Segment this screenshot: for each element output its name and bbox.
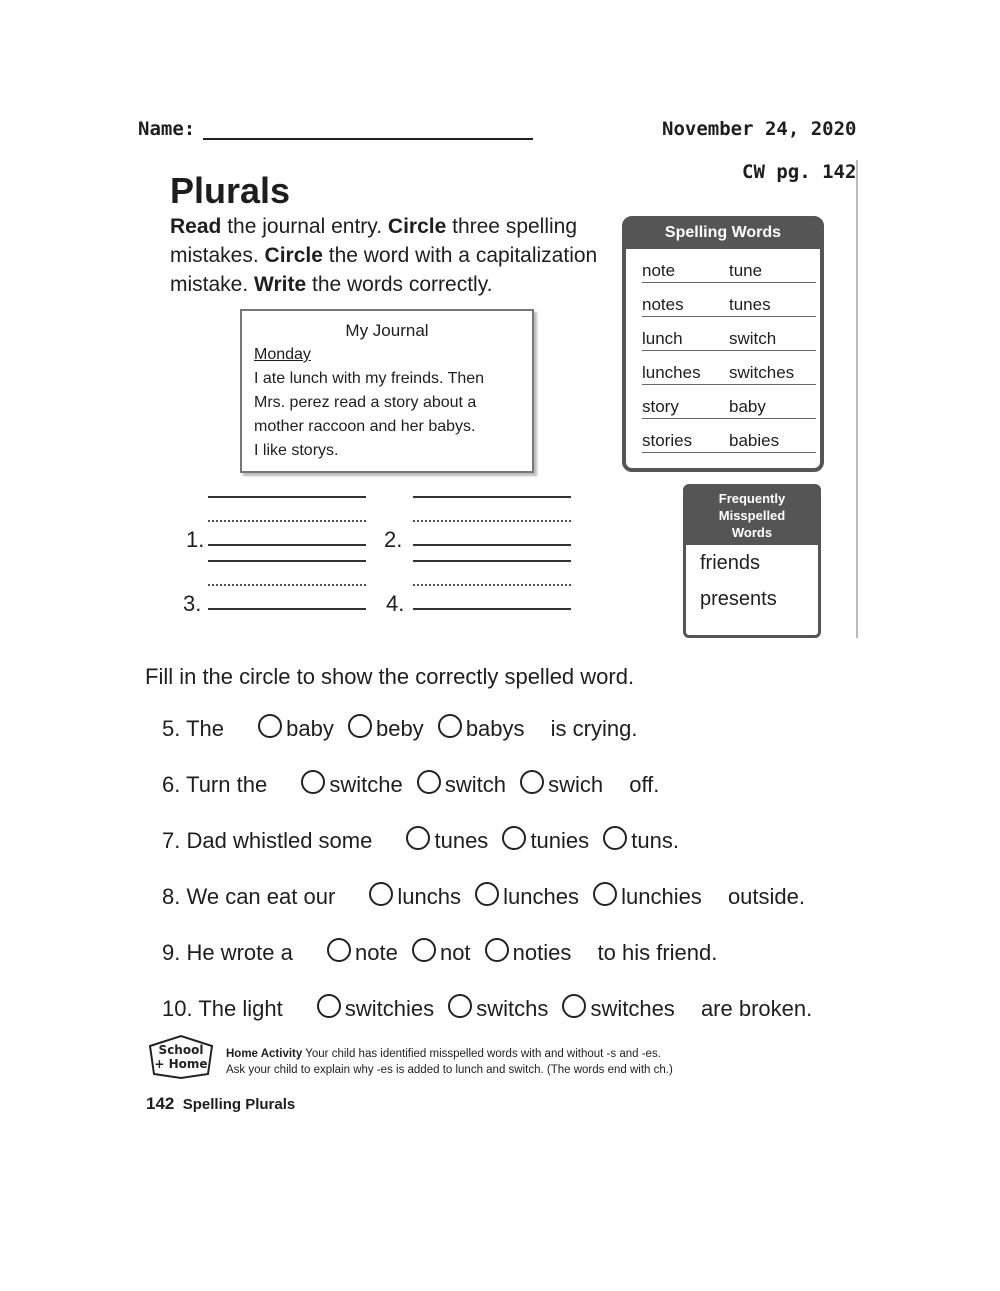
page-footer: [146, 1094, 295, 1114]
spelling-word: baby: [729, 397, 766, 416]
date: November 24, 2020: [662, 118, 857, 140]
answer-option[interactable]: [412, 938, 471, 966]
answer-option[interactable]: [562, 994, 674, 1022]
answer-option[interactable]: [448, 994, 548, 1022]
question-number: 6.: [162, 772, 181, 797]
journal-box: [240, 309, 534, 473]
fm-title-line: Misspelled: [718, 508, 786, 523]
name-field: [138, 118, 533, 140]
journal-line[interactable]: mother raccoon and her babys.: [254, 418, 476, 435]
option-label: swich: [548, 772, 604, 797]
option-label: tuns.: [631, 828, 679, 853]
instr-t4: the words correctly.: [306, 273, 493, 296]
radio-circle-icon[interactable]: [406, 826, 430, 850]
radio-circle-icon[interactable]: [562, 994, 586, 1018]
footer-text: Spelling Plurals: [182, 1096, 296, 1113]
instr-circle-2: Circle: [264, 244, 323, 267]
frequently-misspelled-box: [683, 484, 821, 638]
option-label: baby: [286, 716, 334, 741]
answer-guide-line: [208, 584, 366, 586]
spelling-word: switch: [729, 329, 777, 348]
option-label: switchs: [476, 996, 549, 1021]
answer-option[interactable]: [258, 714, 334, 742]
answer-option[interactable]: [603, 826, 679, 854]
home-activity: [226, 1046, 673, 1078]
journal-line[interactable]: I ate lunch with my freinds. Then: [254, 370, 485, 387]
instructions: [170, 212, 620, 299]
page-title: Plurals: [170, 170, 291, 211]
question-9: [162, 938, 717, 974]
answer-option[interactable]: [438, 714, 525, 742]
option-label: switch: [444, 772, 506, 797]
question-suffix: outside.: [727, 884, 805, 909]
home-activity-label: Home Activity: [226, 1048, 303, 1060]
radio-circle-icon[interactable]: [448, 994, 472, 1018]
radio-circle-icon[interactable]: [412, 938, 436, 962]
answer-guide-line: [208, 520, 366, 522]
answer-guide-line: [413, 584, 571, 586]
question-number: 5.: [162, 716, 181, 741]
question-5: [162, 714, 637, 750]
answer-line-3-top[interactable]: [208, 560, 366, 562]
question-7: [162, 826, 679, 862]
name-label: Name:: [138, 118, 196, 140]
spelling-word: notes: [642, 295, 684, 314]
journal-line[interactable]: Mrs. perez read a story about a: [254, 394, 477, 411]
answer-option[interactable]: [327, 938, 398, 966]
spelling-word: lunches: [642, 363, 701, 382]
spelling-word: note: [642, 261, 676, 280]
question-suffix: off.: [629, 772, 660, 797]
option-label: lunchs: [397, 884, 461, 909]
question-number: 7.: [162, 828, 181, 853]
answer-option[interactable]: [520, 770, 603, 798]
answer-line-4[interactable]: [413, 608, 571, 610]
answer-option[interactable]: [348, 714, 424, 742]
radio-circle-icon[interactable]: [438, 714, 462, 738]
instr-circle-1: Circle: [387, 215, 447, 238]
spelling-words-box: [622, 216, 824, 472]
radio-circle-icon[interactable]: [327, 938, 351, 962]
question-prefix: The: [186, 716, 224, 741]
radio-circle-icon[interactable]: [603, 826, 627, 850]
option-label: lunches: [503, 884, 579, 909]
answer-line-1[interactable]: [208, 544, 366, 546]
question-prefix: He wrote a: [186, 940, 293, 965]
spelling-words-title: Spelling Words: [626, 220, 820, 249]
option-label: switchies: [344, 996, 435, 1021]
journal-title: My Journal: [345, 321, 429, 340]
spelling-word: lunch: [642, 329, 683, 348]
question-10: [162, 994, 812, 1030]
spelling-word: babies: [729, 431, 780, 450]
answer-option[interactable]: [417, 770, 506, 798]
question-number: 9.: [162, 940, 181, 965]
spelling-word: tune: [729, 261, 763, 280]
instr-write: Write: [254, 273, 307, 296]
option-label: beby: [375, 716, 424, 741]
option-label: lunchies: [621, 884, 702, 909]
question-number: 10.: [162, 996, 193, 1021]
answer-number-2: 2.: [384, 527, 403, 552]
answer-number-4: 4.: [386, 591, 405, 616]
radio-circle-icon[interactable]: [593, 882, 617, 906]
option-label: switche: [329, 772, 403, 797]
question-6: [162, 770, 659, 806]
spelling-row: [642, 317, 816, 351]
fill-instruction: Fill in the circle to show the correctly spelled word.: [145, 664, 635, 689]
spelling-word: tunes: [729, 295, 771, 314]
radio-circle-icon[interactable]: [301, 770, 325, 794]
answer-number-1: 1.: [186, 527, 205, 552]
question-prefix: We can eat our: [186, 884, 336, 909]
radio-circle-icon[interactable]: [520, 770, 544, 794]
radio-circle-icon[interactable]: [258, 714, 282, 738]
option-label: babys: [465, 716, 525, 741]
radio-circle-icon[interactable]: [475, 882, 499, 906]
fm-title-line: Frequently: [718, 491, 786, 506]
spelling-word: story: [642, 397, 679, 416]
instr-t3: the word with a capitalization mistake.: [170, 244, 598, 296]
instr-read: Read: [170, 215, 222, 238]
home-activity-line: Your child has identified misspelled words with and without -s and -es.: [305, 1048, 661, 1060]
home-activity-line: Ask your child to explain why -es is added to lunch and switch. (The words end with ch.): [226, 1064, 673, 1076]
question-prefix: Dad whistled some: [186, 828, 373, 853]
answer-number-3: 3.: [183, 591, 202, 616]
radio-circle-icon[interactable]: [485, 938, 509, 962]
answer-option[interactable]: [301, 770, 402, 798]
radio-circle-icon[interactable]: [502, 826, 526, 850]
radio-circle-icon[interactable]: [317, 994, 341, 1018]
spelling-row: [642, 419, 816, 453]
question-prefix: The light: [198, 996, 283, 1021]
frequently-misspelled-title: [686, 487, 818, 545]
school-home-logo-line-1: School: [158, 1043, 204, 1057]
spelling-row: [642, 385, 816, 419]
answer-line-2[interactable]: [413, 544, 571, 546]
answer-guide-line: [413, 520, 571, 522]
radio-circle-icon[interactable]: [417, 770, 441, 794]
instr-t2: three spelling mistakes.: [170, 215, 578, 267]
name-blank-line[interactable]: [203, 120, 533, 140]
question-suffix: to his friend.: [597, 940, 718, 965]
answer-option[interactable]: [369, 882, 461, 910]
radio-circle-icon[interactable]: [369, 882, 393, 906]
footer-page-number: 142: [146, 1094, 175, 1113]
spelling-word: stories: [642, 431, 693, 450]
answer-line-1-top[interactable]: [208, 496, 366, 498]
fm-word: friends: [700, 552, 761, 574]
question-suffix: is crying.: [550, 716, 638, 741]
journal-line[interactable]: I like storys.: [254, 442, 339, 459]
page-edge-rule: [856, 160, 858, 638]
option-label: switches: [590, 996, 675, 1021]
option-label: note: [355, 940, 398, 965]
school-home-logo-line-2: + Home: [154, 1057, 208, 1071]
journal-day: Monday: [254, 346, 311, 363]
question-prefix: Turn the: [186, 772, 268, 797]
answer-line-2-top[interactable]: [413, 496, 571, 498]
spelling-row: [642, 351, 816, 385]
answer-option[interactable]: [502, 826, 589, 854]
school-home-logo: [146, 1034, 216, 1080]
spelling-row: [642, 283, 816, 317]
classwork-page: CW pg. 142: [742, 161, 857, 183]
question-suffix: are broken.: [700, 996, 813, 1021]
answer-option[interactable]: [317, 994, 434, 1022]
fm-title-line: Words: [731, 525, 773, 540]
answer-option[interactable]: [485, 938, 572, 966]
option-label: tunes: [434, 828, 489, 853]
answer-option[interactable]: [593, 882, 702, 910]
answer-option[interactable]: [406, 826, 488, 854]
question-8: [162, 882, 805, 918]
answer-line-3[interactable]: [208, 608, 366, 610]
instr-t1: the journal entry.: [221, 215, 388, 238]
fm-word: presents: [700, 588, 777, 610]
radio-circle-icon[interactable]: [348, 714, 372, 738]
option-label: noties: [512, 940, 572, 965]
spelling-word: switches: [729, 363, 795, 382]
option-label: tunies: [530, 828, 590, 853]
option-label: not: [439, 940, 471, 965]
answer-line-4-top[interactable]: [413, 560, 571, 562]
answer-option[interactable]: [475, 882, 579, 910]
question-number: 8.: [162, 884, 181, 909]
spelling-row: [642, 249, 816, 283]
